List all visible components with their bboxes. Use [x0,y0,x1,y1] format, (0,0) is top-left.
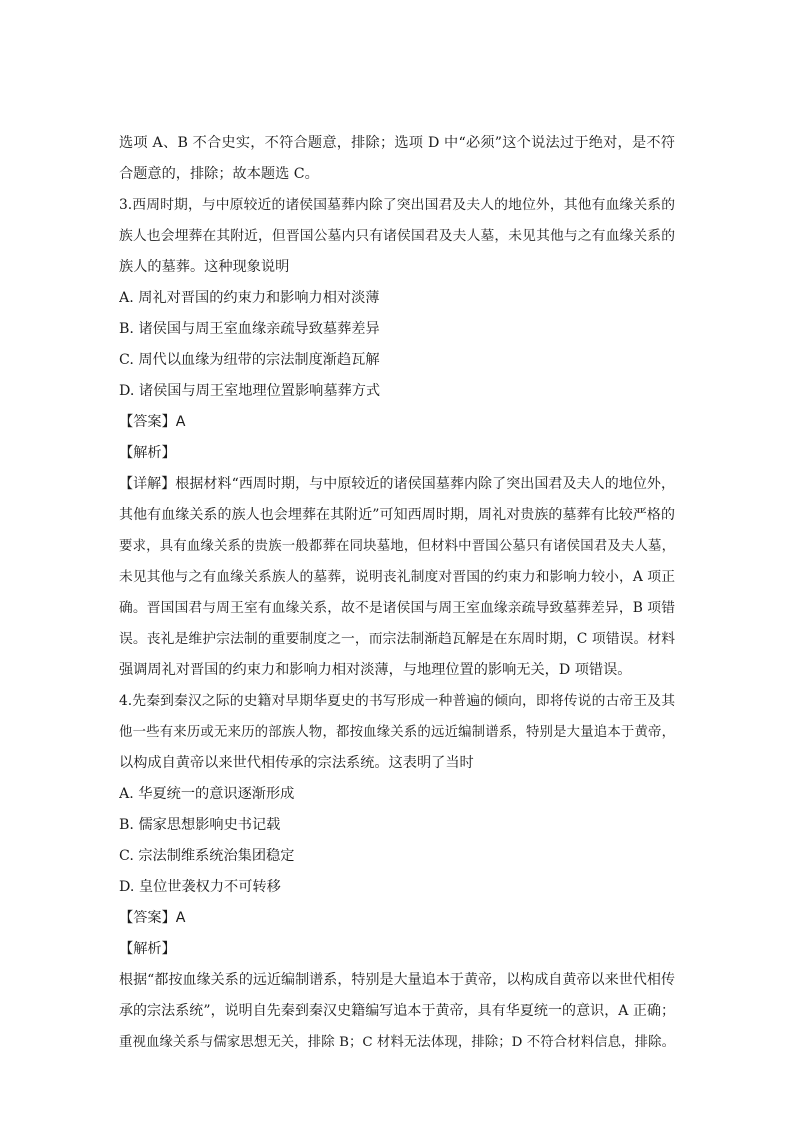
question-4-option-b: B. 儒家思想影响史书记载 [119,817,281,833]
analysis-text: 承的宗法系统”，说明自先秦到秦汉史籍编写追本于黄帝，具有华夏统一的意识，A 正确； [119,1003,675,1019]
question-3-stem: 3.西周时期，与中原较近的诸侯国墓葬内除了突出国君及夫人的地位外，其他有血缘关系的 [119,197,675,213]
analysis-text: 【详解】根据材料“西周时期，与中原较近的诸侯国墓葬内除了突出国君及夫人的地位外， [119,476,675,492]
analysis-text: 确。晋国国君与周王室有血缘关系，故不是诸侯国与周王室血缘亲疏导致墓葬差异，B 项错 [119,600,675,616]
analysis-text: 其他有血缘关系的族人也会埋葬在其附近”可知西周时期，周礼对贵族的墓葬有比较严格的 [119,507,675,523]
text-line: 选项 A、B 不合史实，不符合题意，排除；选项 D 中“必须”这个说法过于绝对，是不符 [119,135,675,151]
analysis-text: 要求，具有血缘关系的贵族一般都葬在同块墓地，但材料中晋国公墓只有诸侯国君及夫人墓， [119,539,675,554]
answer-label: 【答案】A [119,910,186,926]
question-4-stem: 4.先秦到秦汉之际的史籍对早期华夏史的书写形成一种普遍的倾向，即将传说的古帝王及其 [119,693,675,709]
question-4-stem: 以构成自黄帝以来世代相传承的宗法系统。这表明了当时 [119,755,474,771]
question-3-stem: 族人也会埋葬在其附近，但晋国公墓内只有诸侯国君及夫人墓，未见其他与之有血缘关系的 [119,228,675,244]
question-3-option-b: B. 诸侯国与周王室血缘亲疏导致墓葬差异 [119,321,380,337]
question-3-option-d: D. 诸侯国与周王室地理位置影响墓葬方式 [119,383,381,399]
question-4-stem: 他一些有来历或无来历的部族人物，都按血缘关系的远近编制谱系，特别是大量追本于黄帝， [119,725,675,740]
question-3-option-a: A. 周礼对晋国的约束力和影响力相对淡薄 [119,290,380,306]
analysis-text: 强调周礼对晋国的约束力和影响力相对淡薄，与地理位置的影响无关，D 项错误。 [119,662,632,678]
analysis-label: 【解析】 [119,445,176,461]
document-page [119,128,675,1058]
answer-label: 【答案】A [119,414,186,430]
analysis-text: 未见其他与之有血缘关系族人的墓葬，说明丧礼制度对晋国的约束力和影响力较小，A 项正 [119,569,675,585]
question-4-option-a: A. 华夏统一的意识逐渐形成 [119,786,295,802]
question-3-stem: 族人的墓葬。这种现象说明 [119,259,290,275]
analysis-label: 【解析】 [119,941,176,957]
text-line: 合题意的，排除；故本题选 C。 [119,166,319,182]
analysis-text: 误。丧礼是维护宗法制的重要制度之一，而宗法制渐趋瓦解是在东周时期，C 项错误。材料 [119,631,675,647]
question-3-option-c: C. 周代以血缘为纽带的宗法制度渐趋瓦解 [119,352,380,368]
analysis-text: 重视血缘关系与儒家思想无关，排除 B；C 材料无法体现，排除；D 不符合材料信息，排除。 [119,1035,675,1050]
question-4-option-c: C. 宗法制维系统治集团稳定 [119,848,295,864]
question-4-option-d: D. 皇位世袭权力不可转移 [119,879,281,895]
analysis-text: 根据“都按血缘关系的远近编制谱系，特别是大量追本于黄帝，以构成自黄帝以来世代相传 [119,972,675,988]
